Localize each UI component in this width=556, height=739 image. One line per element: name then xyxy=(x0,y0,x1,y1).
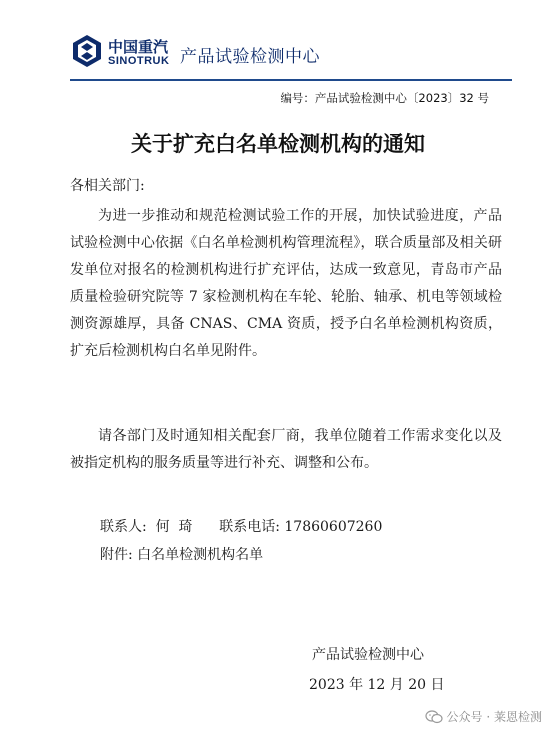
body-paragraph-1: 为进一步推动和规范检测试验工作的开展，加快试验进度，产品试验检测中心依据《白名单检测机构管理流程》，联合质量部及相关研发单位对报名的检测机构进行扩充评估，达成一致意见，青岛市产品质量检验研究院等 7 家检测机构在车轮、轮胎、轴承、机电等领域检测资源雄厚，具备 CNAS、CMA 资质，授予白名单检测机构资质，扩充后检测机构白名单见附件。 xyxy=(70,208,502,359)
letterhead xyxy=(72,34,512,74)
wechat-watermark xyxy=(425,708,542,725)
watermark-text: 公众号 · 莱恩检测 xyxy=(446,710,542,724)
document-title: 关于扩充白名单检测机构的通知 xyxy=(131,131,425,156)
document-number: 编号：产品试验检测中心〔2023〕32 号 xyxy=(280,91,489,105)
signer: 产品试验检测中心 xyxy=(312,647,424,663)
sinotruk-logo-icon xyxy=(72,34,102,68)
logo-english-text: SINOTRUK xyxy=(108,55,170,67)
wechat-icon xyxy=(425,710,443,724)
attachment-line: 附件: 白名单检测机构名单 xyxy=(100,547,264,563)
header-divider xyxy=(70,79,512,81)
salutation: 各相关部门: xyxy=(70,178,145,194)
department-name: 产品试验检测中心 xyxy=(180,47,320,67)
contact-line: 联系人: 何 琦 联系电话: 17860607260 xyxy=(100,519,383,535)
body-paragraph-2: 请各部门及时通知相关配套厂商，我单位随着工作需求变化以及被指定机构的服务质量等进行补充、调整和公布。 xyxy=(70,428,502,471)
logo-chinese-text: 中国重汽 xyxy=(108,38,169,56)
issue-date: 2023 年 12 月 20 日 xyxy=(309,677,445,693)
